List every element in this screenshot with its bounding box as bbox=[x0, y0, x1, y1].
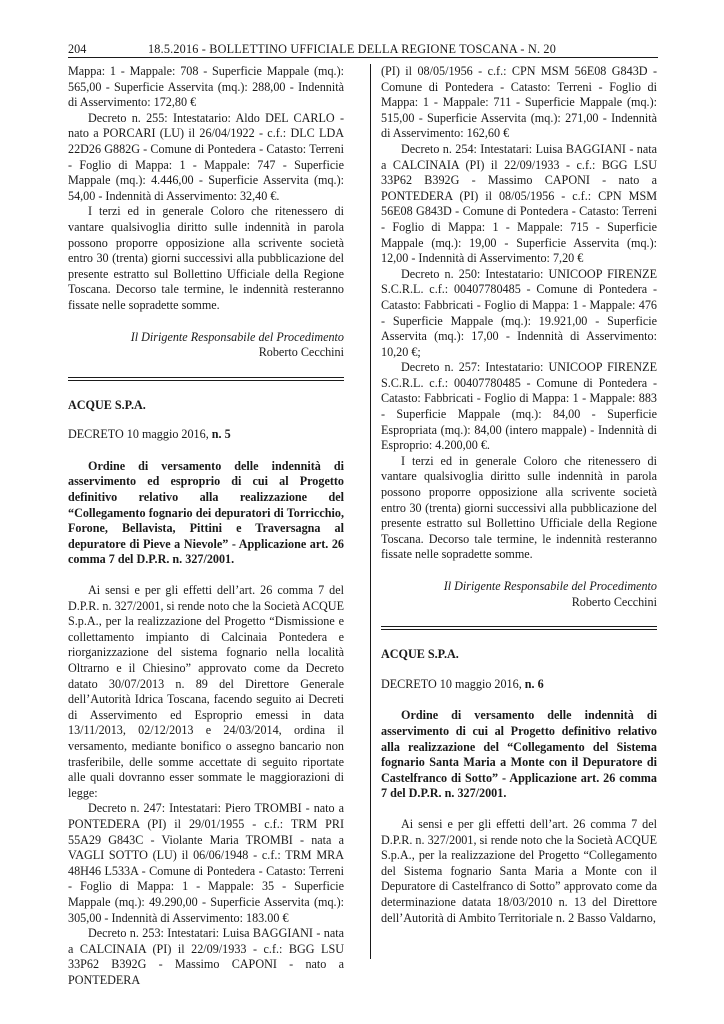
signature-block bbox=[381, 579, 657, 610]
issuer-name: ACQUE S.P.A. bbox=[381, 647, 459, 662]
bulletin-title: 18.5.2016 - BOLLETTINO UFFICIALE DELLA REGIONE TOSCANA - N. 20 bbox=[148, 42, 557, 56]
left-column bbox=[68, 64, 344, 988]
signatory-name: Roberto Cecchini bbox=[258, 345, 344, 360]
decree-subject: Ordine di versamento delle indennità di asservimento di cui al Progetto definitivo relativo alla realizzazione del “Collegamento del Sistema fognario Santa Maria a Monte con il Depuratore di Castelfranco di Sotto” - Applicazione art. 26 comma 7 del D.P.R. n. 327/2001. bbox=[381, 708, 657, 801]
paragraph: Decreto n. 255: Intestatario: Aldo DEL CARLO - nato a PORCARI (LU) il 26/04/1922 - c.f.: DLC LDA 22D26 G882G - Comune di Pontedera - Catasto: Terreni - Foglio di Mappa: 1 - Mappale: 747 - Superficie Mappale (mq.): 4.446,00 - Superficie Asservita (mq.): 54,00 - Indennità di Asservimento: 32,40 €. bbox=[68, 110, 344, 203]
column-divider bbox=[370, 64, 371, 959]
decree-date: DECRETO 10 maggio 2016, bbox=[68, 427, 212, 442]
issuer-name: ACQUE S.P.A. bbox=[68, 397, 146, 412]
paragraph: Decreto n. 253: Intestatari: Luisa BAGGIANI - nata a CALCINAIA (PI) il 22/09/1933 - c.f.: BGG LSU 33P62 B392G - Massimo CAPONI - nato a PONTEDERA bbox=[68, 926, 344, 987]
paragraph: (PI) il 08/05/1956 - c.f.: CPN MSM 56E08 G843D - Comune di Pontedera - Catasto: Terreni - Foglio di Mappa: 1 - Mappale: 711 - Superficie Mappale (mq.): 515,00 - Superficie Asservita (mq.): 271,00 - Indennità di Asservimento: 162,60 € bbox=[381, 64, 657, 141]
section-separator bbox=[68, 377, 344, 381]
right-column bbox=[381, 64, 657, 926]
decree-heading bbox=[381, 677, 657, 693]
paragraph: Decreto n. 250: Intestatario: UNICOOP FIRENZE S.C.R.L. c.f.: 00407780485 - Comune di Pontedera - Catasto: Fabbricati - Foglio di Mappa: 1 - Mappale: 476 - Superficie Mappale (mq.): 19.921,00 - Superficie Asservita (mq.): 17,00 - Indennità di Asservimento: 10,20 €; bbox=[381, 266, 657, 359]
decree-number: n. 5 bbox=[211, 427, 231, 442]
paragraph: I terzi ed in generale Coloro che ritenessero di vantare qualsivoglia diritto sulle indennità in parola possono proporre opposizione alla scrivente società entro 30 (trenta) giorni successivi alla pubblicazione del presente estratto sul Bollettino Ufficiale della Regione Toscana. Decorso tale termine, le indennità resteranno fissate nelle sopradette somme. bbox=[68, 204, 344, 312]
decree-number: n. 6 bbox=[524, 676, 544, 691]
paragraph: I terzi ed in generale Coloro che ritenessero di vantare qualsivoglia diritto sulle indennità in parola possono proporre opposizione alla scrivente società entro 30 (trenta) giorni successivi alla pubblicazione del presente estratto sul Bollettino Ufficiale della Regione Toscana. Decorso tale termine, le indennità resteranno fissate nelle sopradette somme. bbox=[381, 453, 657, 562]
signatory-role: Il Dirigente Responsabile del Procedimento bbox=[130, 329, 344, 344]
signatory-role: Il Dirigente Responsabile del Procedimento bbox=[443, 579, 657, 593]
paragraph: Decreto n. 247: Intestatari: Piero TROMBI - nato a PONTEDERA (PI) il 29/01/1955 - c.f.: TRM PRI 55A29 G843C - Violante Maria TROMBI - nata a VAGLI SOTTO (LU) il 06/06/1948 - c.f.: TRM MRA 48H46 L533A - Comune di Pontedera - Catasto: Terreni - Foglio di Mappa: 1 - Mappale: 35 - Superficie Mappale (mq.): 49.290,00 - Superficie Asservita (mq.): 305,00 - Indennità di Asservimento: 183.00 € bbox=[68, 801, 344, 925]
signatory-name: Roberto Cecchini bbox=[571, 594, 657, 609]
decree-subject: Ordine di versamento delle indennità di asservimento ed esproprio di cui al Progetto definitivo relativo alla realizzazione del “Collegamento fognario dei depuratori di Torricchio, Forone, Bellavista, Pittini e Traversagna al depuratore di Pieve a Nievole” - Applicazione art. 26 comma 7 del D.P.R. n. 327/2001. bbox=[68, 458, 344, 567]
page-number: 204 bbox=[68, 42, 87, 56]
paragraph: Mappa: 1 - Mappale: 708 - Superficie Mappale (mq.): 565,00 - Superficie Asservita (mq.): 288,00 - Indennità di Asservimento: 172,80 € bbox=[68, 64, 344, 110]
decree-date: DECRETO 10 maggio 2016, bbox=[381, 676, 525, 691]
page-header bbox=[68, 41, 658, 58]
paragraph: Ai sensi e per gli effetti dell’art. 26 comma 7 del D.P.R. n. 327/2001, si rende noto che la Società ACQUE S.p.A., per la realizzazione del Progetto “Dismissione e collettamento impianto di Calcinaia Pontedera e riorganizzazione del sistema fognario nella località Oltrarno e il Chiesino” approvato come da Decreto datato 30/07/2013 n. 89 del Direttore Generale dell’Autorità Idrica Toscana, facendo seguito ai Decreti di Asservimento ed Esproprio emessi in data 13/11/2013, 02/12/2013 e 24/03/2014, ordina il versamento, mediante bonifico o assegno bancario non trasferibile, delle somme accettate di seguito riportate alle quali dovranno esser sommate le maggiorazioni di legge: bbox=[68, 583, 344, 800]
paragraph: Decreto n. 254: Intestatari: Luisa BAGGIANI - nata a CALCINAIA (PI) il 22/09/1933 - c.f.: BGG LSU 33P62 B392G - Massimo CAPONI - nato a PONTEDERA (PI) il 08/05/1956 - c.f.: CPN MSM 56E08 G843D - Comune di Pontedera - Catasto: Terreni - Foglio di Mappa: 1 - Mappale: 715 - Superficie Mappale (mq.): 19,00 - Superficie Asservita (mq.): 12,00 - Indennità di Asservimento: 7,20 € bbox=[381, 141, 657, 266]
decree-heading bbox=[68, 427, 344, 443]
paragraph: Decreto n. 257: Intestatario: UNICOOP FIRENZE S.C.R.L. c.f.: 00407780485 - Comune di Pontedera - Catasto: Fabbricati - Foglio di Mappa: 1 - Mappale: 883 - Superficie Mappale (mq.): 84,00 - Superficie Espropriata (mq.): 84,00 (intero mappale) - Indennità di Esproprio: 4.200,00 €. bbox=[381, 360, 657, 453]
section-separator bbox=[381, 626, 657, 630]
paragraph: Ai sensi e per gli effetti dell’art. 26 comma 7 del D.P.R. n. 327/2001, si rende noto che la Società ACQUE S.p.A., per la realizzazione del Progetto “Collegamento del Sistema fognario Santa Maria a Monte con il Depuratore di Castelfranco di Sotto” approvato come da determinazione datata 18/03/2010 n. 13 del Direttore dell’Autorità di Ambito Territoriale n. 2 Basso Valdarno, bbox=[381, 816, 657, 925]
signature-block bbox=[68, 330, 344, 361]
